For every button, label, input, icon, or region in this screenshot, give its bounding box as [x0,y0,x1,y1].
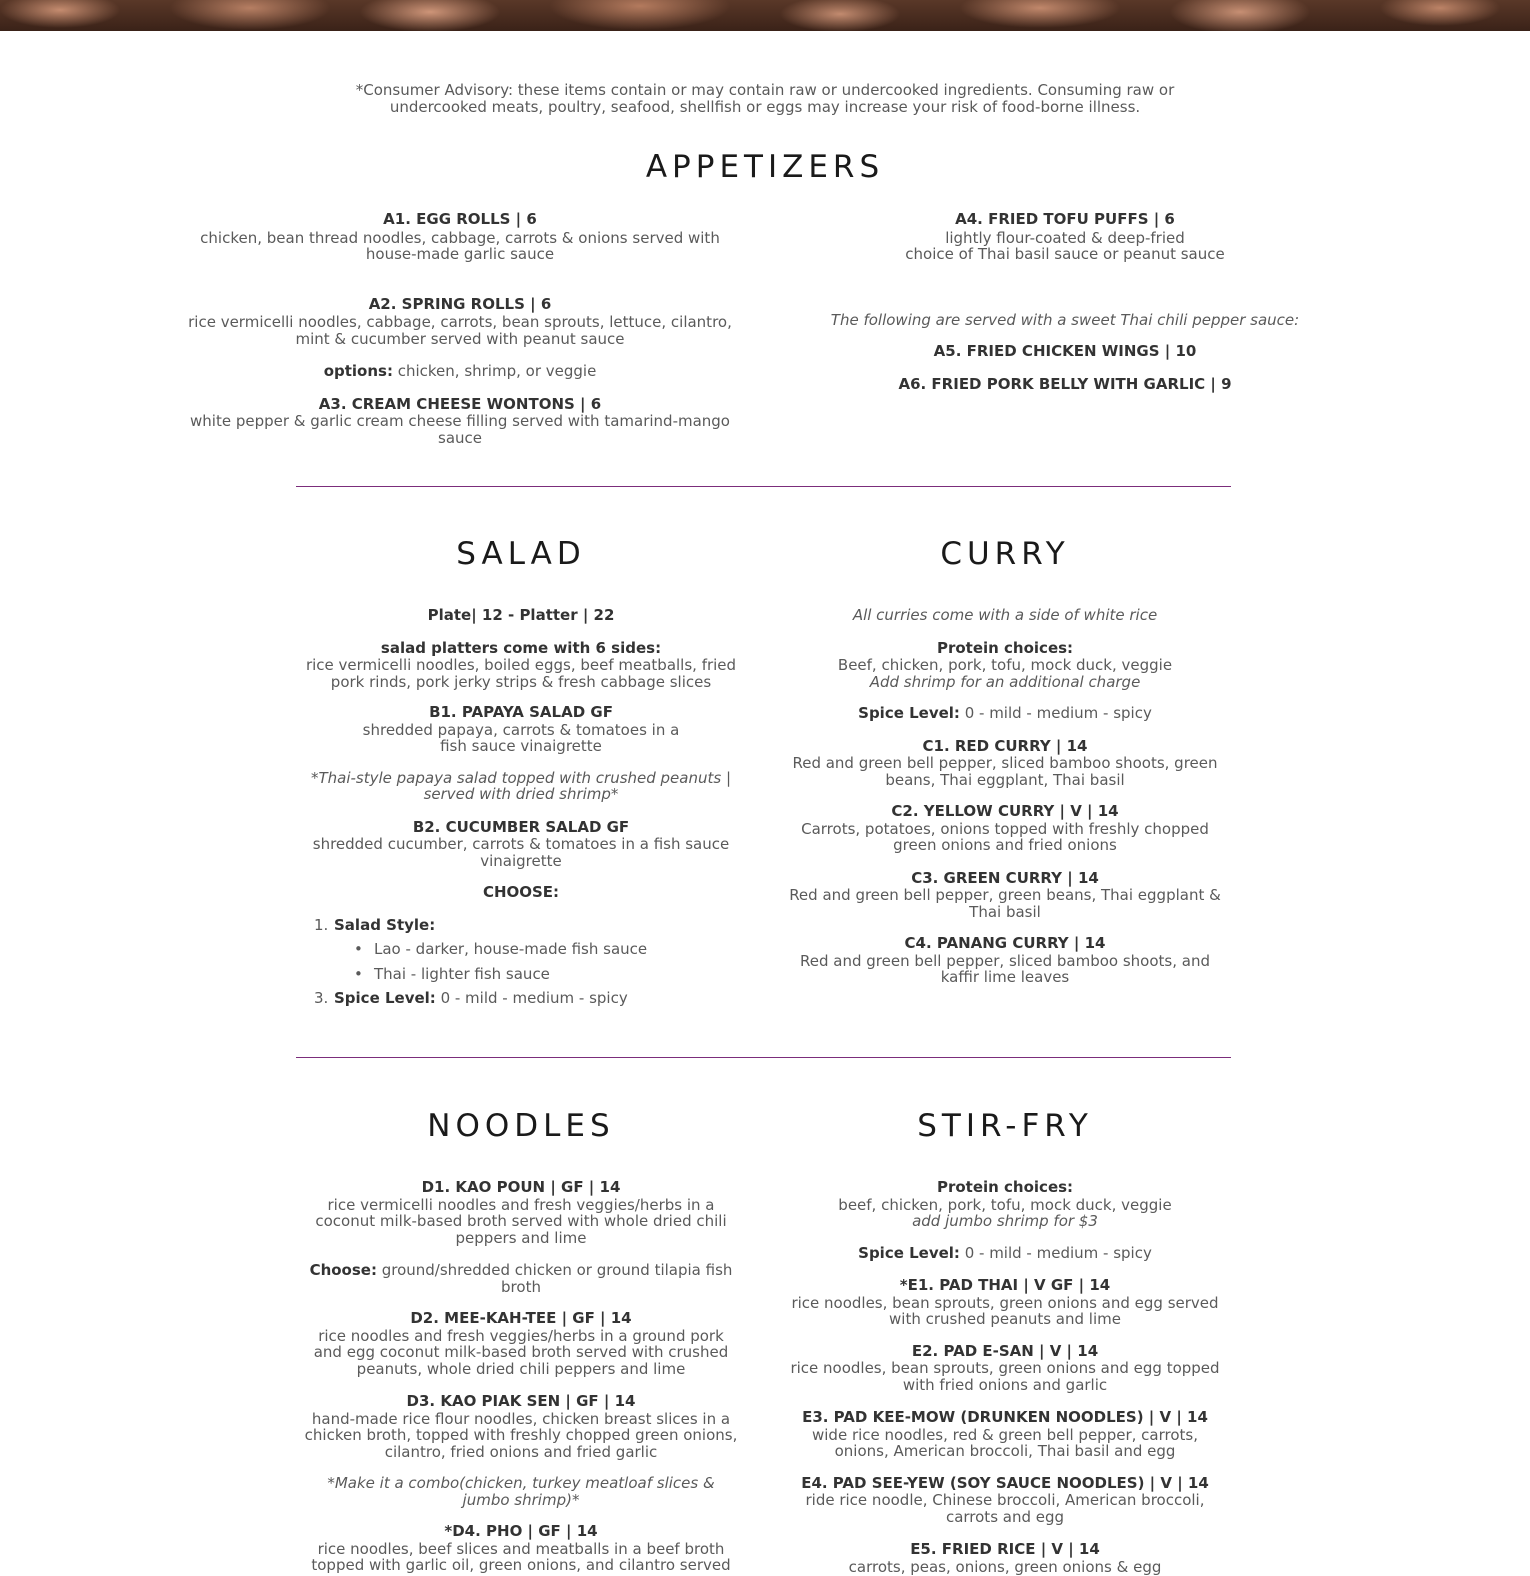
menu-item-desc: rice vermicelli noodles and fresh veggies/herbs in a [327,1195,715,1214]
menu-item-desc: peanuts, whole dried chili peppers and lime [356,1359,686,1378]
shrimp-note: add jumbo shrimp for $3 [912,1212,1098,1230]
salad-sides-label: salad platters come with 6 sides: [380,638,662,657]
menu-item-desc: vinaigrette [480,851,562,870]
menu-item-desc: coconut milk-based broth served with whole dried chili [315,1212,727,1230]
menu-item-name: A4. FRIED TOFU PUFFS | 6 [955,210,1175,228]
list-item [296,966,746,983]
spice-level [770,705,1240,722]
menu-item-desc: Thai basil [969,902,1041,921]
menu-item-desc: fish sauce vinaigrette [440,737,602,755]
advisory-line: undercooked meats, poultry, seafood, shellfish or eggs may increase your risk of food-borne illness. [389,98,1141,116]
menu-item-desc: house-made garlic sauce [365,245,555,263]
noodles-column [291,1179,751,1574]
menu-item-desc: shredded cucumber, carrots & tomatoes in a fish sauce [312,835,730,853]
menu-item-desc: sauce [438,428,482,447]
list-number: 3. [314,989,329,1007]
section-title-salad: SALAD [456,536,586,572]
choose-label: CHOOSE: [482,883,560,901]
menu-item-note: jumbo shrimp)* [462,1490,580,1509]
salad-sides: rice vermicelli noodles, boiled eggs, beef meatballs, fried [305,656,737,674]
menu-item-desc: ride rice noodle, Chinese broccoli, American broccoli, [805,1491,1205,1509]
menu-item-desc: onions, American broccoli, Thai basil and egg [834,1442,1176,1460]
menu-item-name: C4. PANANG CURRY | 14 [904,934,1106,952]
salad-column [296,607,746,1007]
menu-item-name: E4. PAD SEE-YEW (SOY SAUCE NOODLES) | V | 14 [801,1473,1209,1492]
menu-item-desc: rice noodles, beef slices and meatballs in a beef broth [317,1539,725,1558]
list-item [296,941,746,958]
menu-item-name: D3. KAO PIAK SEN | GF | 14 [406,1392,636,1410]
choice-label: Spice Level: [334,989,436,1007]
list-item [296,990,746,1007]
protein-list: beef, chicken, pork, tofu, mock duck, veggie [838,1195,1172,1214]
menu-item-desc: chicken broth, topped with freshly chopped green onions, [304,1426,738,1444]
chili-sauce-note: The following are served with a sweet Thai chili pepper sauce: [830,310,1300,329]
shrimp-note: Add shrimp for an additional charge [869,672,1141,691]
section-title-stir-fry: STIR-FRY [917,1108,1093,1144]
bullet-icon: • [354,964,363,983]
menu-item-name: A3. CREAM CHEESE WONTONS | 6 [318,394,602,413]
menu-item-note: served with dried shrimp* [423,785,619,803]
menu-item-name: B2. CUCUMBER SALAD GF [412,817,630,836]
menu-item-name: D1. KAO POUN | GF | 14 [421,1178,621,1196]
menu-item-desc: kaffir lime leaves [940,968,1070,986]
menu-item-name: *D4. PHO | GF | 14 [444,1522,598,1540]
menu-item-desc: green onions and fried onions [893,836,1117,854]
menu-item-desc: peppers and lime [455,1228,587,1247]
appetizers-left-column [170,211,750,446]
menu-item-note: *Make it a combo(chicken, turkey meatloaf slices & [327,1474,715,1492]
menu-item-desc: beans, Thai eggplant, Thai basil [885,770,1125,789]
menu-item-name: C3. GREEN CURRY | 14 [911,868,1099,887]
menu-item-name: A6. FRIED PORK BELLY WITH GARLIC | 9 [898,374,1232,393]
menu-item-desc: Red and green bell pepper, sliced bamboo shoots, and [800,951,1210,970]
menu-item-desc: chicken, bean thread noodles, cabbage, carrots & onions served with [200,228,720,247]
salad-style-list [296,941,746,982]
spice-value: 0 - mild - medium - spicy [959,1243,1152,1262]
choose-value: ground/shredded chicken or ground tilapia fish [376,1261,733,1279]
menu-item-desc: and egg coconut milk-based broth served with crushed [313,1343,729,1361]
style-option: Thai - lighter fish sauce [374,964,550,983]
menu-item-desc: with crushed peanuts and lime [889,1310,1121,1328]
curry-rice-note: All curries come with a side of white rice [852,606,1158,624]
choose-label: Choose: [309,1261,377,1279]
section-title-noodles: NOODLES [427,1108,615,1144]
section-title-appetizers: APPETIZERS [645,149,885,185]
bullet-icon: • [354,940,363,958]
menu-item-desc: carrots, peas, onions, green onions & egg [848,1557,1162,1576]
menu-item-desc: cilantro, fried onions and fried garlic [384,1442,658,1461]
section-divider [296,1057,1231,1058]
section-divider [296,486,1231,487]
menu-item-desc: rice noodles and fresh veggies/herbs in a ground pork [318,1326,724,1345]
menu-item-desc: rice noodles, bean sprouts, green onions and egg topped [790,1359,1220,1377]
menu-item-desc: with fried onions and garlic [902,1375,1108,1394]
menu-item-name: E3. PAD KEE-MOW (DRUNKEN NOODLES) | V | 14 [802,1408,1208,1426]
menu-item-desc: Red and green bell pepper, sliced bamboo shoots, green [792,754,1218,772]
options-label: options: [323,362,393,380]
menu-item-desc: mint & cucumber served with peanut sauce [295,329,625,348]
menu-item-name: A5. FRIED CHICKEN WINGS | 10 [933,342,1197,360]
menu-item-desc: lightly flour-coated & deep-fried [945,228,1185,247]
salad-sides: pork rinds, pork jerky strips & fresh cabbage slices [330,672,712,691]
menu-item-name: B1. PAPAYA SALAD GF [429,703,613,721]
choose-value: broth [501,1277,541,1296]
menu-item-name: D2. MEE-KAH-TEE | GF | 14 [410,1309,632,1327]
menu-item-options [170,363,750,380]
stir-fry-column [770,1179,1240,1575]
menu-item-desc: carrots and egg [945,1507,1065,1526]
salad-choice-list [296,917,746,1007]
spice-value: 0 - mild - medium - spicy [959,704,1152,722]
menu-item-desc: shredded papaya, carrots & tomatoes in a [362,720,680,739]
menu-item-name: C2. YELLOW CURRY | V | 14 [891,802,1119,820]
menu-item-name: E2. PAD E-SAN | V | 14 [911,1341,1099,1360]
style-option: Lao - darker, house-made fish sauce [374,940,648,958]
spice-label: Spice Level: [858,704,960,722]
protein-label: Protein choices: [936,638,1074,657]
list-number: 1. [314,915,329,934]
section-title-curry: CURRY [940,536,1070,572]
protein-list: Beef, chicken, pork, tofu, mock duck, veggie [837,656,1173,674]
spice-level [770,1245,1240,1262]
menu-item-name: E5. FRIED RICE | V | 14 [910,1540,1100,1558]
menu-item-name: *E1. PAD THAI | V GF | 14 [899,1276,1111,1294]
list-item [296,917,746,983]
menu-item-name: C1. RED CURRY | 14 [922,736,1088,755]
menu-item-desc: topped with garlic oil, green onions, and cilantro served [311,1556,731,1574]
menu-item-desc: rice noodles, bean sprouts, green onions and egg served [791,1293,1219,1312]
menu-item-desc: choice of Thai basil sauce or peanut sauce [905,245,1225,263]
advisory-line: *Consumer Advisory: these items contain or may contain raw or undercooked ingredients. Consuming raw or [355,81,1175,99]
menu-item-desc: white pepper & garlic cream cheese filling served with tamarind-mango [190,412,730,430]
menu-item-name: A1. EGG ROLLS | 6 [383,210,537,228]
hero-banner-image [0,0,1530,31]
protein-label: Protein choices: [936,1178,1074,1196]
salad-price: Plate| 12 - Platter | 22 [427,606,615,624]
spice-label: Spice Level: [858,1243,960,1262]
menu-item-name: A2. SPRING ROLLS | 6 [368,294,552,313]
choice-label: Salad Style: [334,915,436,934]
menu-item-desc: wide rice noodles, red & green bell pepper, carrots, [812,1425,1198,1444]
options-value: chicken, shrimp, or veggie [392,362,597,380]
menu-item-desc: rice vermicelli noodles, cabbage, carrots, bean sprouts, lettuce, cilantro, [188,313,732,331]
choice-value: 0 - mild - medium - spicy [435,989,628,1007]
menu-item-desc: Red and green bell pepper, green beans, Thai eggplant & [789,886,1221,904]
menu-item-desc: Carrots, potatoes, onions topped with freshly chopped [801,819,1209,838]
curry-column [770,607,1240,986]
menu-item-choose [291,1262,751,1279]
appetizers-right-column [775,211,1355,392]
menu-item-note: *Thai-style papaya salad topped with crushed peanuts | [310,768,732,787]
consumer-advisory [330,82,1200,116]
menu-item-desc: hand-made rice flour noodles, chicken breast slices in a [311,1409,731,1428]
